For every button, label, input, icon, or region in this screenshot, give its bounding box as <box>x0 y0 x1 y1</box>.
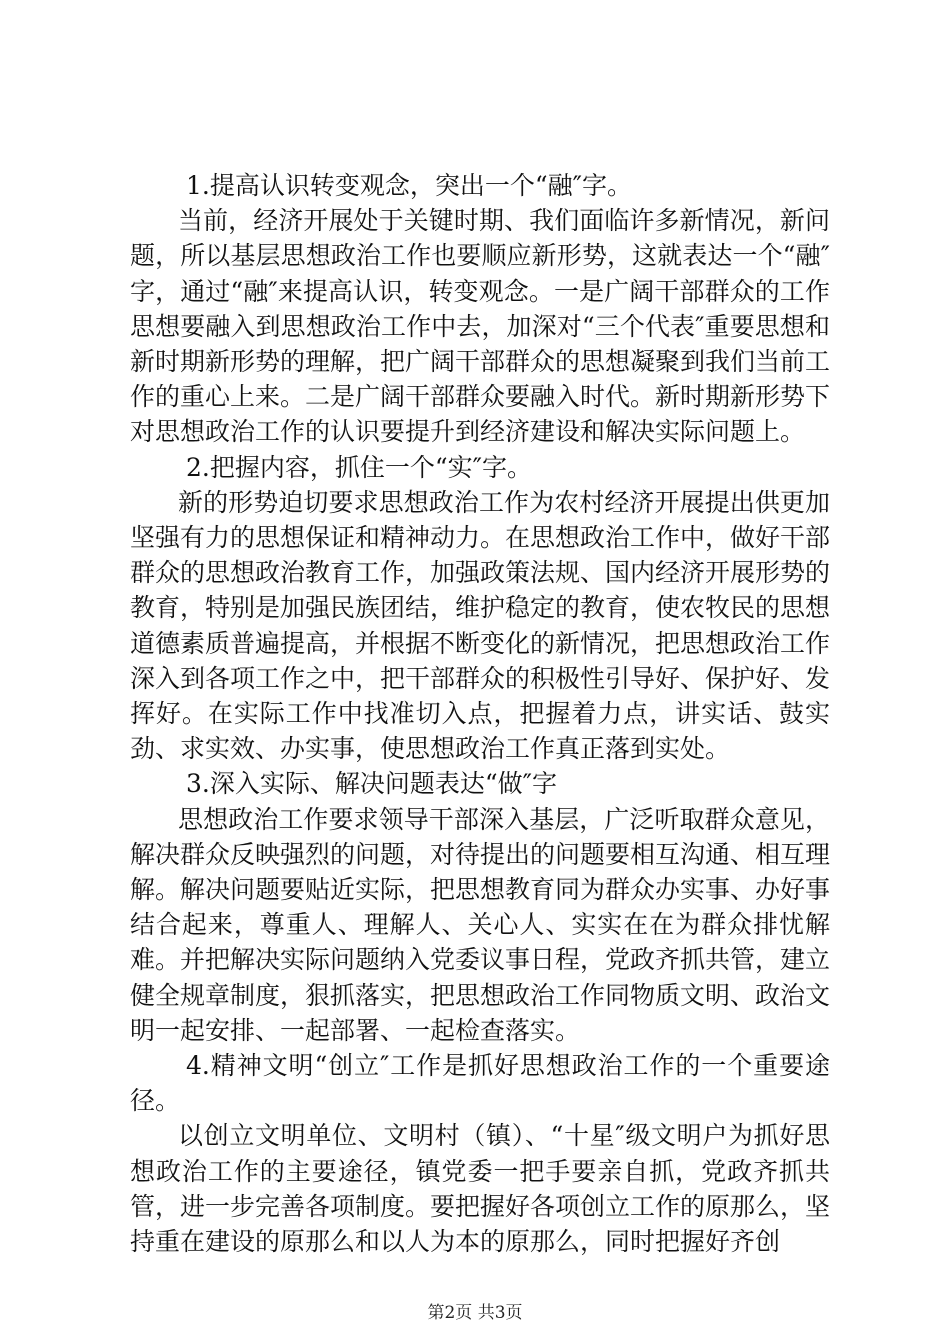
section-heading-3: 3.深入实际、解决问题表达“做″字 <box>186 769 557 799</box>
document-body <box>130 168 830 1259</box>
body-paragraph-3: 思想政治工作要求领导干部深入基层，广泛听取群众意见，解决群众反映强烈的问题，对待提出的问题要相互沟通、相互理解。解决问题要贴近实际，把思想教育同为群众办实事、办好事结合起来，尊重人、理解人、关心人、实实在在为群众排忧解难。并把解决实际问题纳入党委议事日程，党政齐抓共管，建立健全规章制度，狠抓落实，把思想政治工作同物质文明、政治文明一起安排、一起部署、一起检查落实。 <box>130 804 831 1045</box>
body-paragraph-4: 以创立文明单位、文明村（镇）、“十星″级文明户为抓好思想政治工作的主要途径，镇党委一把手要亲自抓，党政齐抓共管，进一步完善各项制度。要把握好各项创立工作的原那么，坚持重在建设的原那么和以人为本的原那么，同时把握好齐创 <box>130 1121 831 1257</box>
section-heading-2: 2.把握内容，抓住一个“实″字。 <box>186 452 532 482</box>
body-paragraph-1: 当前，经济开展处于关键时期、我们面临许多新情况，新问题，所以基层思想政治工作也要顺应新形势，这就表达一个“融″字，通过“融″来提高认识，转变观念。一是广阔干部群众的工作思想要融入到思想政治工作中去，加深对“三个代表″重要思想和新时期新形势的理解，把广阔干部群众的思想凝聚到我们当前工作的重心上来。二是广阔干部群众要融入时代。新时期新形势下对思想政治工作的认识要提升到经济建设和解决实际问题上。 <box>130 206 831 447</box>
body-paragraph-2: 新的形势迫切要求思想政治工作为农村经济开展提出供更加坚强有力的思想保证和精神动力。在思想政治工作中，做好干部群众的思想政治教育工作，加强政策法规、国内经济开展形势的教育，特别是加强民族团结，维护稳定的教育，使农牧民的思想道德素质普遍提高，并根据不断变化的新情况，把思想政治工作深入到各项工作之中，把干部群众的积极性引导好、保护好、发挥好。在实际工作中找准切入点，把握着力点，讲实话、鼓实劲、求实效、办实事，使思想政治工作真正落到实处。 <box>130 487 831 764</box>
section-heading-4: 4.精神文明“创立″工作是抓好思想政治工作的一个重要途径。 <box>130 1051 830 1116</box>
section-heading-1: 1.提高认识转变观念，突出一个“融″字。 <box>186 171 632 200</box>
page-footer: 第2页 共3页 <box>427 1303 523 1323</box>
